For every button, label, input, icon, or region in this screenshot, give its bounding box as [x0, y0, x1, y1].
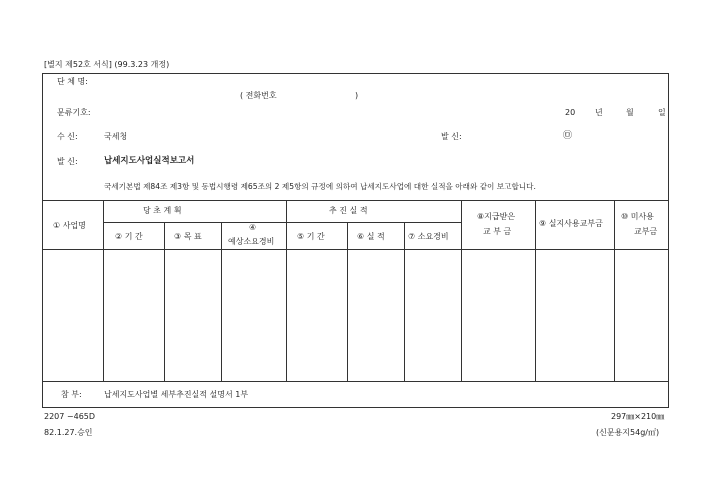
progress-subheader-line: [286, 222, 461, 223]
col-divider-9: [614, 200, 615, 381]
plan-cost-number: ④: [249, 223, 257, 232]
progress-cost: ⑦ 소요경비: [408, 232, 449, 241]
col-divider-2: [164, 222, 165, 381]
recipient-label: 수 신:: [57, 132, 78, 141]
date-year: 20: [565, 108, 576, 117]
grant-received-line2: 교 부 금: [483, 227, 512, 236]
recipient-value: 국세청: [104, 132, 128, 141]
progress-header: 추 진 실 적: [329, 206, 368, 215]
paper-type: (신문용지54g/㎡): [596, 428, 660, 437]
col-divider-7: [461, 200, 462, 381]
date-day-unit: 일: [658, 108, 666, 117]
plan-period: ② 기 간: [115, 232, 143, 241]
attachment-label: 참 부:: [61, 390, 82, 399]
plan-subheader-line: [103, 222, 286, 223]
subject-label: 발 신:: [57, 157, 78, 166]
plan-cost: 예상소요경비: [228, 237, 275, 246]
col-divider-1: [103, 200, 104, 381]
grant-used: ⑨ 실지사용교부금: [539, 219, 603, 228]
attachment-value: 납세지도사업별 세부추진실적 설명서 1부: [104, 390, 249, 399]
table-bottom-line: [42, 381, 669, 382]
plan-goal: ③ 목 표: [174, 232, 202, 241]
form-header: [별지 제52호 서식] (99.3.23 개정): [44, 60, 170, 69]
col-divider-5: [347, 222, 348, 381]
org-name-label: 단 체 명:: [57, 77, 88, 86]
col-divider-8: [535, 200, 536, 381]
doc-no-label: 문류기호:: [57, 108, 91, 117]
table-top-line: [42, 200, 669, 201]
phone-close: ): [355, 91, 359, 100]
date-year-unit: 년: [595, 108, 603, 117]
date-month-unit: 월: [626, 108, 634, 117]
body-text: 국세기본법 제84조 제3항 및 동법시행령 제65조의 2 제5항의 규정에 의하여 납세지도사업에 대한 실적을 아래와 같이 보고합니다.: [104, 182, 536, 191]
grant-received-line1: ⑧지급받은: [477, 212, 516, 221]
paper-size: 297㎜×210㎜: [611, 412, 665, 421]
phone-open: ( 전화번호: [240, 91, 277, 100]
col-project-name: ① 사업명: [53, 221, 86, 230]
plan-header: 당 초 계 획: [143, 206, 182, 215]
subject-title: 납세지도사업실적보고서: [104, 156, 195, 166]
col-divider-4: [286, 200, 287, 381]
progress-period: ⑤ 기 간: [297, 232, 325, 241]
form-code: 2207 −465D: [44, 412, 96, 421]
sender-label: 발 신:: [441, 132, 462, 141]
table-header-line: [42, 249, 669, 250]
progress-result: ⑥ 실 적: [357, 232, 385, 241]
col-divider-6: [404, 222, 405, 381]
unused-grant-line2: 교부금: [634, 227, 658, 236]
unused-grant-line1: ⑩ 미사용: [621, 212, 654, 221]
approval-date: 82.1.27.승인: [44, 428, 93, 437]
seal-mark: ㉤: [563, 131, 573, 141]
col-divider-3: [221, 222, 222, 381]
